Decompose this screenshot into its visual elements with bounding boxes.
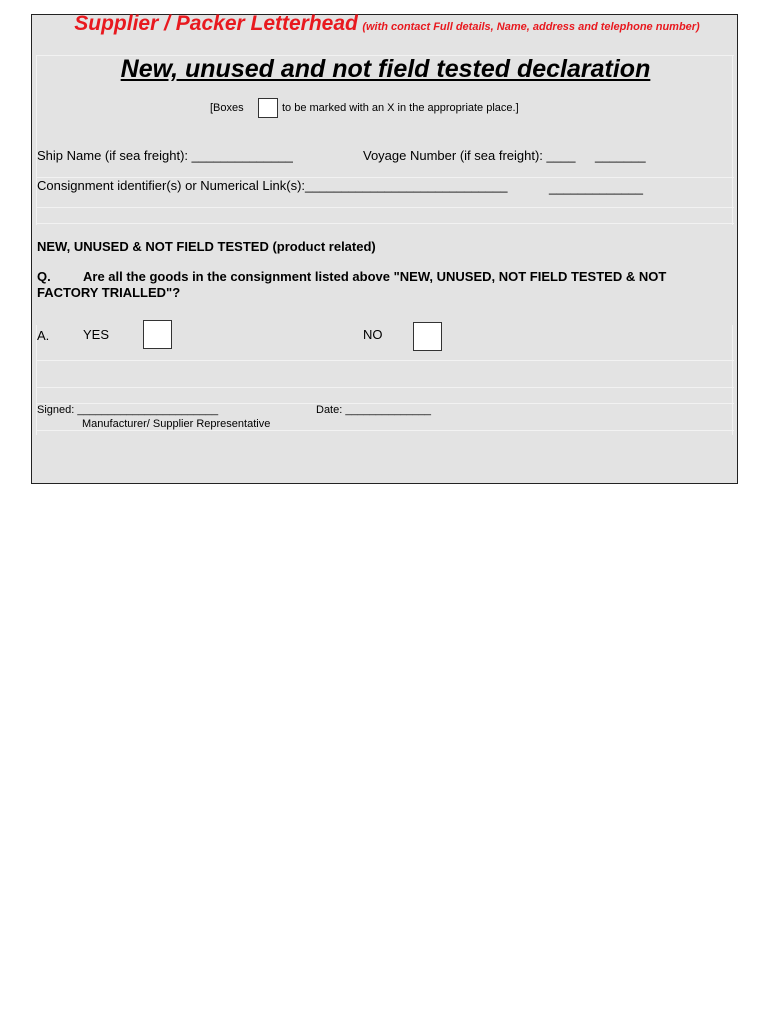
letterhead-heading [52, 12, 722, 35]
section-heading: NEW, UNUSED & NOT FIELD TESTED (product related) [37, 239, 376, 254]
instruction-suffix: to be marked with an X in the appropriate place.] [282, 102, 519, 114]
grid-line [732, 325, 733, 435]
grid-line [36, 360, 734, 361]
instruction-prefix: [Boxes [210, 102, 244, 114]
consignment-blank: _____________ [549, 180, 643, 195]
question-text-line2: FACTORY TRIALLED"? [37, 285, 181, 300]
grid-line [36, 430, 734, 431]
no-checkbox[interactable] [413, 322, 442, 351]
grid-line [36, 207, 734, 208]
grid-line [36, 223, 734, 224]
letterhead-title: Supplier / Packer Letterhead [74, 12, 358, 35]
voyage-number-field[interactable]: Voyage Number (if sea freight): ____ [363, 148, 576, 163]
grid-line [36, 387, 734, 388]
example-checkbox [258, 98, 278, 118]
ship-name-field[interactable]: Ship Name (if sea freight): ______________ [37, 148, 293, 163]
voyage-number-blank: _______ [595, 148, 646, 163]
no-label: NO [363, 327, 383, 342]
answer-label: A. [37, 328, 50, 343]
question-text-line1: Are all the goods in the consignment listed above "NEW, UNUSED, NOT FIELD TESTED & NOT [83, 269, 667, 284]
declaration-title: New, unused and not field tested declaration [120, 55, 651, 83]
signed-field[interactable]: Signed: _______________________ [37, 404, 219, 416]
consignment-field[interactable]: Consignment identifier(s) or Numerical Link(s):____________________________ [37, 178, 508, 193]
date-field[interactable]: Date: ______________ [316, 404, 431, 416]
signatory-role: Manufacturer/ Supplier Representative [82, 418, 271, 430]
letterhead-note: (with contact Full details, Name, address and telephone number) [362, 21, 700, 33]
declaration-form [31, 14, 738, 484]
yes-label: YES [83, 327, 110, 342]
yes-checkbox[interactable] [143, 320, 172, 349]
question-label: Q. [37, 269, 51, 284]
